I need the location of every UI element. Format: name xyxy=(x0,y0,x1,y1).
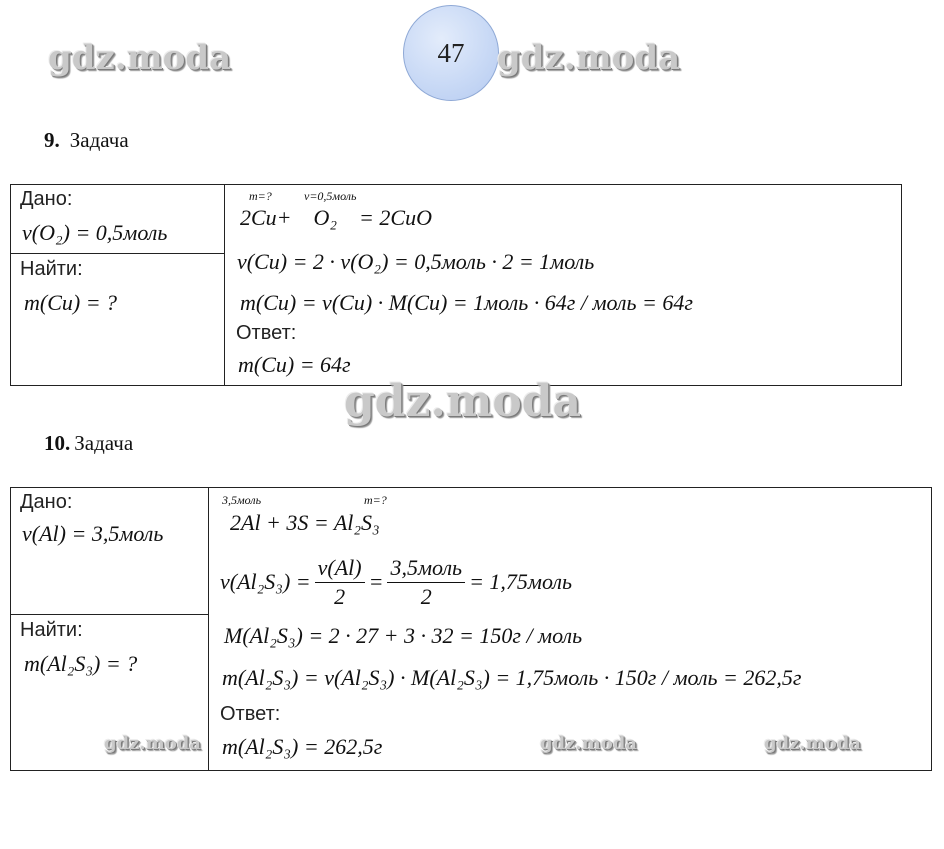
task10-divider-vertical xyxy=(208,487,209,770)
task9-find-label: Найти: xyxy=(20,258,83,280)
watermark-task10-right: gdz.moda xyxy=(764,733,861,754)
task10-fraction-2-denominator: 2 xyxy=(420,583,432,609)
task10-amount-calculation xyxy=(220,552,572,612)
task9-amount-calculation: ν(Cu) = 2 · ν(O₂) = 0,5моль · 2 = 1моль xyxy=(237,249,595,274)
task9-annot-mass: m=? xyxy=(249,189,272,203)
task10-reaction-equation: 2Al + 3S = Al₂S₃ xyxy=(230,510,380,535)
task10-fraction-1-denominator: 2 xyxy=(334,583,346,609)
task9-table xyxy=(10,184,902,386)
task9-mass-calculation: m(Cu) = ν(Cu) · M(Cu) = 1моль · 64г / моль = 64г xyxy=(240,290,693,315)
task10-amount-left: ν(Al₂S₃) = xyxy=(220,569,311,594)
watermark-top-right: gdz.moda xyxy=(497,38,681,78)
page-number-badge xyxy=(403,5,499,101)
task10-fraction-2 xyxy=(387,555,465,610)
task10-fraction-2-numerator: 3,5моль xyxy=(387,555,465,583)
watermark-task10-center: gdz.moda xyxy=(540,733,637,754)
task9-answer-value: m(Cu) = 64г xyxy=(238,352,351,377)
task10-heading xyxy=(44,431,133,456)
task9-divider-vertical xyxy=(224,184,225,385)
task10-annot-amount: 3,5моль xyxy=(222,493,262,507)
watermark-task10-left: gdz.moda xyxy=(104,733,201,754)
task10-annot-mass: m=? xyxy=(364,493,387,507)
task9-reaction-equation: 2Cu+ O₂ = 2CuO xyxy=(240,205,432,230)
task10-fraction-1 xyxy=(315,555,365,610)
task9-annot-amount: ν=0,5моль xyxy=(304,189,357,203)
task9-given-value: ν(O₂) = 0,5моль xyxy=(22,220,168,245)
watermark-center: gdz.moda xyxy=(344,376,582,427)
task9-given-label: Дано: xyxy=(20,188,73,210)
task9-number: 9. xyxy=(44,128,60,152)
task10-divider-horizontal xyxy=(10,614,208,615)
task10-answer-value: m(Al₂S₃) = 262,5г xyxy=(222,734,383,759)
task10-title: Задача xyxy=(74,431,134,455)
task10-find-label: Найти: xyxy=(20,619,83,641)
task9-answer-label: Ответ: xyxy=(236,322,297,344)
task9-find-value: m(Cu) = ? xyxy=(24,290,118,315)
task10-given-value: ν(Al) = 3,5моль xyxy=(22,521,164,546)
task10-number: 10. xyxy=(44,431,71,455)
task10-amount-result: = 1,75моль xyxy=(469,569,573,594)
task10-fraction-1-numerator: ν(Al) xyxy=(315,555,365,583)
task9-title: Задача xyxy=(69,128,129,152)
task10-mass-calculation: m(Al₂S₃) = ν(Al₂S₃) · M(Al₂S₃) = 1,75моль · 150г / моль = 262,5г xyxy=(222,665,802,690)
task10-find-value: m(Al₂S₃) = ? xyxy=(24,651,138,676)
task10-given-label: Дано: xyxy=(20,491,73,513)
task10-molar-mass-calculation: M(Al₂S₃) = 2 · 27 + 3 · 32 = 150г / моль xyxy=(224,623,583,648)
task9-heading xyxy=(44,128,129,153)
watermark-top-left: gdz.moda xyxy=(48,38,232,78)
task10-answer-label: Ответ: xyxy=(220,703,281,725)
page-number: 47 xyxy=(437,37,465,68)
task10-amount-equals: = xyxy=(368,569,384,594)
task9-divider-horizontal xyxy=(10,253,224,254)
